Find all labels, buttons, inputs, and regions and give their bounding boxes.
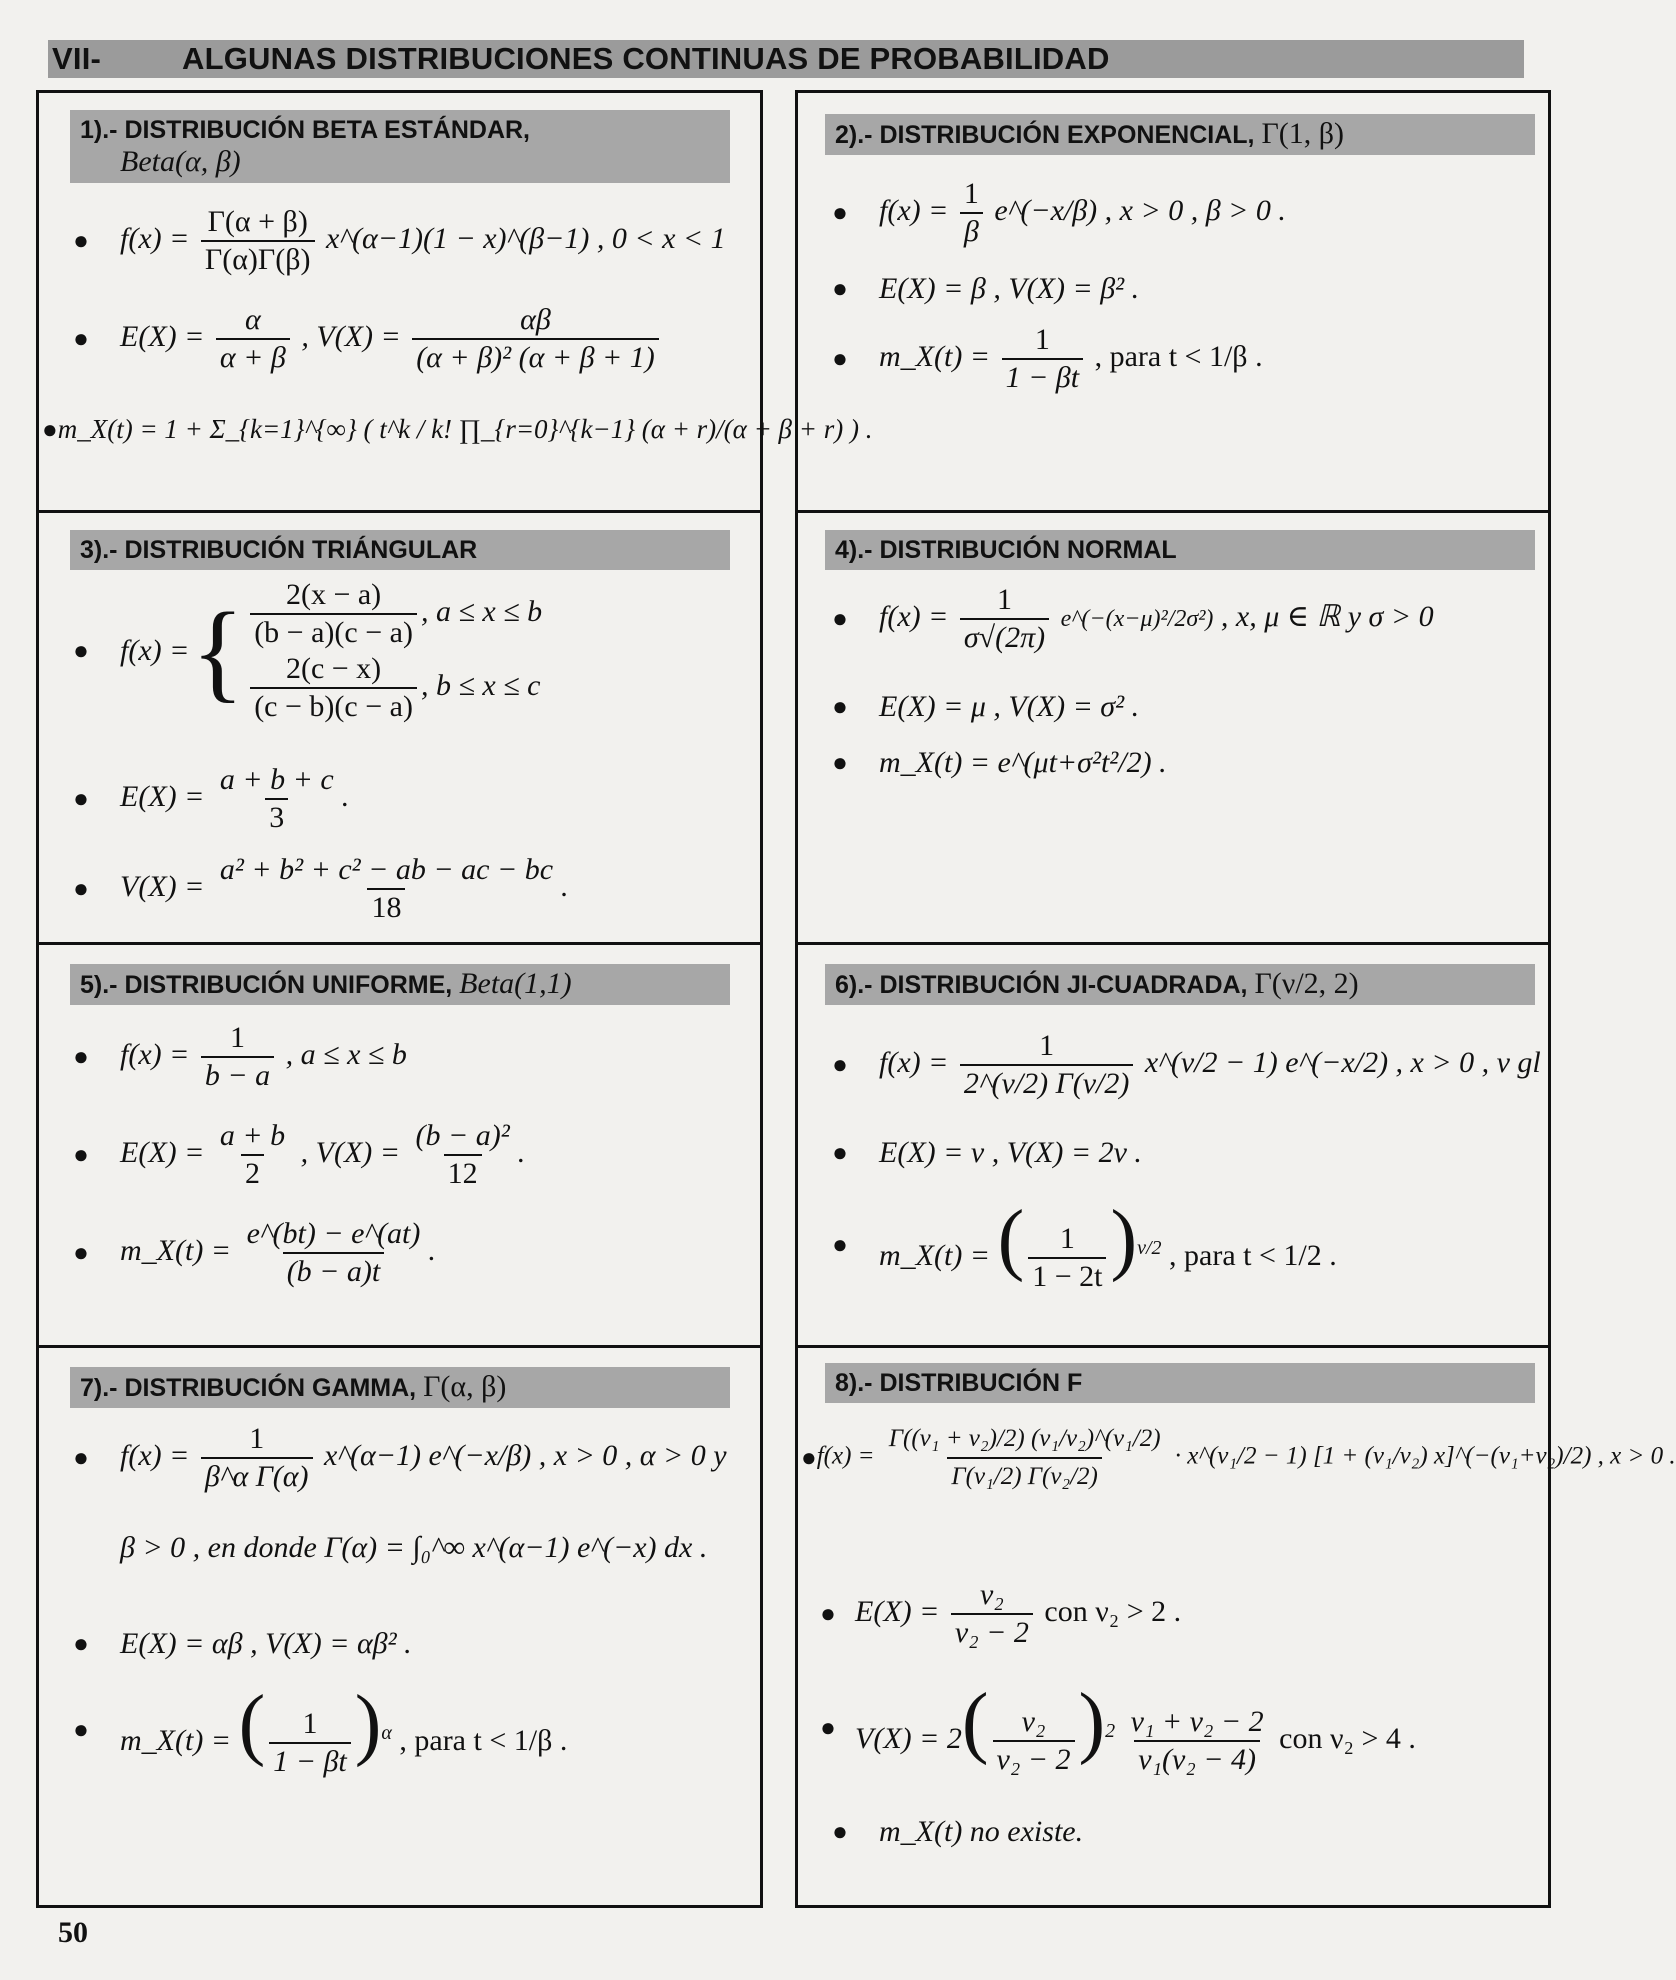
cell-title: 6).- DISTRIBUCIÓN JI-CUADRADA, Γ(ν/2, 2) [825, 964, 1535, 1005]
formula-item: ● E(X) = $\frac{\alpha}{\alpha + \beta}$ , V(X) = $\frac{\alpha\beta}{\text{(α + β)² (α + β + 1)}}$ [42, 302, 754, 376]
cell-title: 3).- DISTRIBUCIÓN TRIÁNGULAR [70, 530, 730, 570]
normal-distribution-cell [801, 516, 1543, 940]
cell-title: 4).- DISTRIBUCIÓN NORMAL [825, 530, 1535, 570]
cell-title: 2).- DISTRIBUCIÓN EXPONENCIAL, Γ(1, β) [825, 114, 1535, 155]
bullet-icon: ● [73, 1443, 89, 1472]
beta-distribution-cell [42, 96, 873, 508]
formula-item: ● m_X(t) = $\frac{1}{1 - \beta t}$ , para t < 1/β . [801, 322, 1543, 396]
section-title: ALGUNAS DISTRIBUCIONES CONTINUAS DE PROBABILIDAD [182, 41, 1110, 76]
cell-title: 7).- DISTRIBUCIÓN GAMMA, Γ(α, β) [70, 1367, 730, 1408]
formula-item: ● m_X(t) = 1 + Σ_{k=1}^{∞} ( t^k / k! ∏_{r=0}^{k−1} (α + r)/(α + β + r) ) . [42, 414, 873, 444]
bullet-icon: ● [73, 1140, 89, 1169]
divider [795, 510, 1551, 513]
bullet-icon: ● [832, 604, 848, 633]
bullet-icon: ● [73, 1042, 89, 1071]
formula-item: ● E(X) = β , V(X) = β² . [801, 272, 1543, 306]
bullet-icon: ● [832, 1050, 848, 1079]
bullet-icon: ● [832, 1817, 848, 1846]
formula-item: ● m_X(t) no existe. [801, 1815, 1543, 1849]
divider [36, 510, 763, 513]
bullet-icon: ● [832, 1229, 848, 1259]
bullet-icon: ● [73, 1714, 89, 1744]
bullet-icon: ● [73, 1238, 89, 1267]
formula-item: ● E(X) = $\frac{a + b + c}{3}$ . [42, 762, 754, 836]
formula-item: ● E(X) = ν , V(X) = 2ν . [801, 1136, 1543, 1170]
formula-item: ● m_X(t) = ( $\frac{1}{1 - 2t}$ )$^{\nu/2}$ , para t < 1/2 . [801, 1194, 1543, 1295]
formula-item: ● m_X(t) = ( $\frac{1}{1 - \beta t}$ )$^\alpha$ , para t < 1/β . [42, 1679, 754, 1780]
bullet-icon: ● [73, 226, 89, 255]
formula-item: ● f(x) = $\frac{1}{b - a}$ , a ≤ x ≤ b [42, 1020, 754, 1094]
formula-item: β > 0 , en donde Γ(α) = ∫₀^∞ x^(α−1) e^(−x) dx . [120, 1531, 708, 1564]
formula-item: ● E(X) = $\frac{\text{ν₂}}{\text{ν₂ − 2}}$ con ν₂ > 2 . [801, 1577, 1543, 1651]
bullet-icon: ● [832, 198, 848, 227]
bullet-icon: ● [832, 748, 848, 777]
bullet-icon: ● [42, 414, 58, 444]
page-number: 50 [58, 1916, 88, 1949]
f-distribution-cell [801, 1351, 1676, 1899]
formula-item: ● f(x) = $\frac{1}{\text{β\textasciicircum{}α Γ(α)}}$ x^(α−1) e^(−x/β) , x > 0 , α > 0 y [42, 1421, 754, 1495]
formula-item: ● V(X) = $\frac{\text{a² + b² + c² − ab − ac − bc}}{18}$ . [42, 852, 754, 926]
exponential-distribution-cell [801, 96, 1543, 508]
formula-item: ● E(X) = μ , V(X) = σ² . [801, 690, 1543, 724]
bullet-icon: ● [73, 636, 89, 665]
bullet-icon: ● [832, 274, 848, 303]
formula-item: ● E(X) = $\frac{a + b}{2}$ , V(X) = $\frac{\text{(b − a)²}}{12}$ . [42, 1118, 754, 1192]
divider [36, 1345, 763, 1348]
bullet-icon: ● [820, 1712, 836, 1742]
formula-item: ● E(X) = αβ , V(X) = αβ² . [42, 1627, 754, 1661]
gamma-distribution-cell [42, 1351, 754, 1899]
divider [36, 942, 763, 945]
divider [795, 942, 1551, 945]
formula-item: ● f(x) = $\frac{1}{\beta}$ e^(−x/β) , x > 0 , β > 0 . [801, 176, 1543, 250]
formula-item: ● m_X(t) = e^(μt+σ²t²/2) . [801, 746, 1543, 780]
bullet-icon: ● [73, 324, 89, 353]
bullet-icon: ● [832, 344, 848, 373]
section-header [48, 40, 1524, 78]
bullet-icon: ● [73, 1629, 89, 1658]
chi-square-distribution-cell [801, 948, 1543, 1342]
formula-item: ● f(x) = $\frac{1}{2\^{}(\nu/2) \Gamma(\nu/2)}$ x^(ν/2 − 1) e^(−x/2) , x > 0 , ν gl [801, 1028, 1543, 1102]
formula-item: ● f(x) = $\frac{1}{\sigma√(2\pi)}$ e^(−(x−μ)²/2σ²) , x, μ ∈ ℝ y σ > 0 [801, 582, 1543, 656]
formula-item: ● V(X) = 2( $\frac{\text{ν₂}}{\text{ν₂ − 2}}$ )$^2$ $\frac{\text{ν₁ + ν₂ − 2}}{\text{ν₁(ν₂ − 4)}}$ con ν₂ > 4 . [801, 1677, 1543, 1778]
cell-title: 5).- DISTRIBUCIÓN UNIFORME, Beta(1,1) [70, 964, 730, 1005]
section-number: VII- [52, 41, 102, 76]
bullet-icon: ● [801, 1443, 817, 1472]
bullet-icon: ● [73, 874, 89, 903]
cell-title: 8).- DISTRIBUCIÓN F [825, 1363, 1535, 1403]
formula-item: ● f(x) = { $\frac{2(x - a)}{(b - a)(c - a)}$ , a ≤ x ≤ b $\frac{2(c - x)}{(c - b)(c - a)}$ , b ≤ x ≤ c [42, 576, 754, 726]
bullet-icon: ● [832, 1138, 848, 1167]
formula-item: ● f(x) = $\frac{\text{Γ((ν₁ + ν₂)/2) (ν₁/ν₂)\textasciicircum{}(ν₁/2)}}{\text{Γ(ν₁/2) Γ(ν₂/2)}}$ · x^(ν₁/2 − 1) [1 + (ν₁/ν₂) x]^(−(ν₁+ν₂)/2) , x > 0 . [801, 1421, 1543, 1495]
formula-item: ● m_X(t) = $\frac{e\^{}(bt) - e\^{}(at)}{(b - a)t}$ . [42, 1216, 754, 1290]
uniform-distribution-cell [42, 948, 754, 1342]
cell-title: 1).- DISTRIBUCIÓN BETA ESTÁNDAR, Beta(α, β) [70, 110, 730, 183]
divider [795, 1345, 1551, 1348]
bullet-icon: ● [820, 1599, 836, 1628]
bullet-icon: ● [832, 692, 848, 721]
triangular-distribution-cell [42, 516, 754, 940]
formula-item: ● f(x) = $\frac{\Gamma(\alpha + \beta)}{\Gamma(\alpha)\Gamma(\beta)}$ x^(α−1)(1 − x)^(β−1) , 0 < x < 1 [42, 204, 754, 278]
bullet-icon: ● [73, 784, 89, 813]
